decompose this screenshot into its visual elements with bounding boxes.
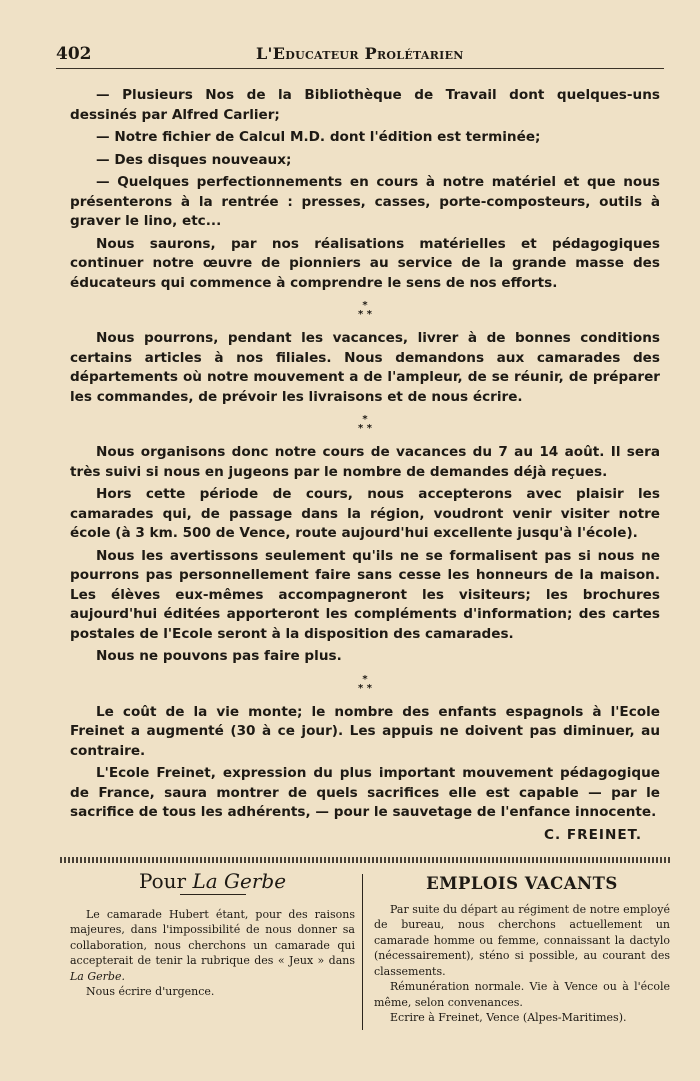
paragraph: Nous ne pouvons pas faire plus. <box>96 648 342 664</box>
paragraph: L'Ecole Freinet, expression du plus important mouvement pédagogique de France, saura montrer de quels sacrifices elle est capable — par le sacrifice de tous les adhérents, — pour le sauvetage de l'enfance innocente. <box>70 765 660 820</box>
paragraph: Hors cette période de cours, nous accepterons avec plaisir les camarades qui, de passage dans la région, voudront venir visiter notre école (à 3 km. 500 de Vence, route aujourd'hui excellente jusqu'à l'école). <box>70 486 660 541</box>
main-article <box>70 86 660 848</box>
gerbe-contact: Nous écrire d'urgence. <box>86 985 215 998</box>
gerbe-notice <box>70 869 355 1000</box>
emplois-contact: Ecrire à Freinet, Vence (Alpes-Maritimes). <box>390 1011 627 1024</box>
page-number: 402 <box>56 44 92 64</box>
emplois-remuneration: Rémunération normale. Vie à Vence ou à l'école même, selon convenances. <box>374 980 670 1009</box>
page-header <box>56 40 664 69</box>
emplois-title: EMPLOIS VACANTS <box>426 874 618 893</box>
asterism-divider: * * * <box>358 673 372 694</box>
emplois-notice <box>374 874 670 1026</box>
column-separator <box>362 874 363 1030</box>
emplois-text: Par suite du départ au régiment de notre employé de bureau, nous cherchons actuellement un camarade homme ou femme, connaissant la dactylo (nécessairement), sténo si possible, au courant des classements. <box>374 902 670 978</box>
asterism-divider: * * * <box>358 300 372 320</box>
asterism-divider: * * * <box>358 414 372 434</box>
paragraph: Nous les avertissons seulement qu'ils ne se formalisent pas si nous ne pourrons pas personnellement faire sans cesse les honneurs de la maison. Les élèves eux-mêmes accompagneront les visiteurs; les brochures aujourd'hui éditées apporteront les compléments d'information; des cartes postales de l'Ecole seront à la disposition des camarades. <box>70 547 660 642</box>
journal-title: L'Educateur Prolétarien <box>256 44 464 63</box>
title-rule <box>180 894 246 895</box>
paragraph: Le coût de la vie monte; le nombre des enfants espagnols à l'Ecole Freinet a augmenté (30 à ce jour). Les appuis ne doivent pas diminuer, au contraire. <box>70 703 660 759</box>
paragraph: Nous pourrons, pendant les vacances, livrer à de bonnes conditions certains articles à nos filiales. Nous demandons aux camarades des départements où notre mouvement a de l'ampleur, de se réunir, de préparer les commandes, de prévoir les livraisons et de nous écrire. <box>70 330 660 405</box>
list-item: — Notre fichier de Calcul M.D. dont l'édition est terminée; <box>96 129 541 145</box>
paragraph: Nous organisons donc notre cours de vacances du 7 au 14 août. Il sera très suivi si nous en jugeons par le nombre de demandes déjà reçues. <box>70 444 660 480</box>
list-item: — Quelques perfectionnements en cours à notre matériel et que nous présenterons à la rentrée : presses, casses, porte-composteurs, outils à graver le lino, etc... <box>70 174 660 229</box>
list-item: — Plusieurs Nos de la Bibliothèque de Travail dont quelques-uns dessinés par Alfred Carlier; <box>70 87 660 123</box>
list-item: — Des disques nouveaux; <box>96 151 292 168</box>
signature: C. FREINET. <box>543 826 642 843</box>
dotted-divider <box>60 857 670 863</box>
gerbe-title: Pour La Gerbe <box>138 869 287 893</box>
paragraph: Nous saurons, par nos réalisations matérielles et pédagogiques continuer notre œuvre de pionniers au service de la grande masse des éducateurs qui commence à comprendre le sens de nos efforts. <box>70 235 660 291</box>
gerbe-text: Le camarade Hubert étant, pour des raisons majeures, dans l'impossibilité de nous donner sa collaboration, nous cherchons un camarade qui accepterait de tenir la rubrique des « Jeux » dans La Gerbe. <box>70 907 355 983</box>
